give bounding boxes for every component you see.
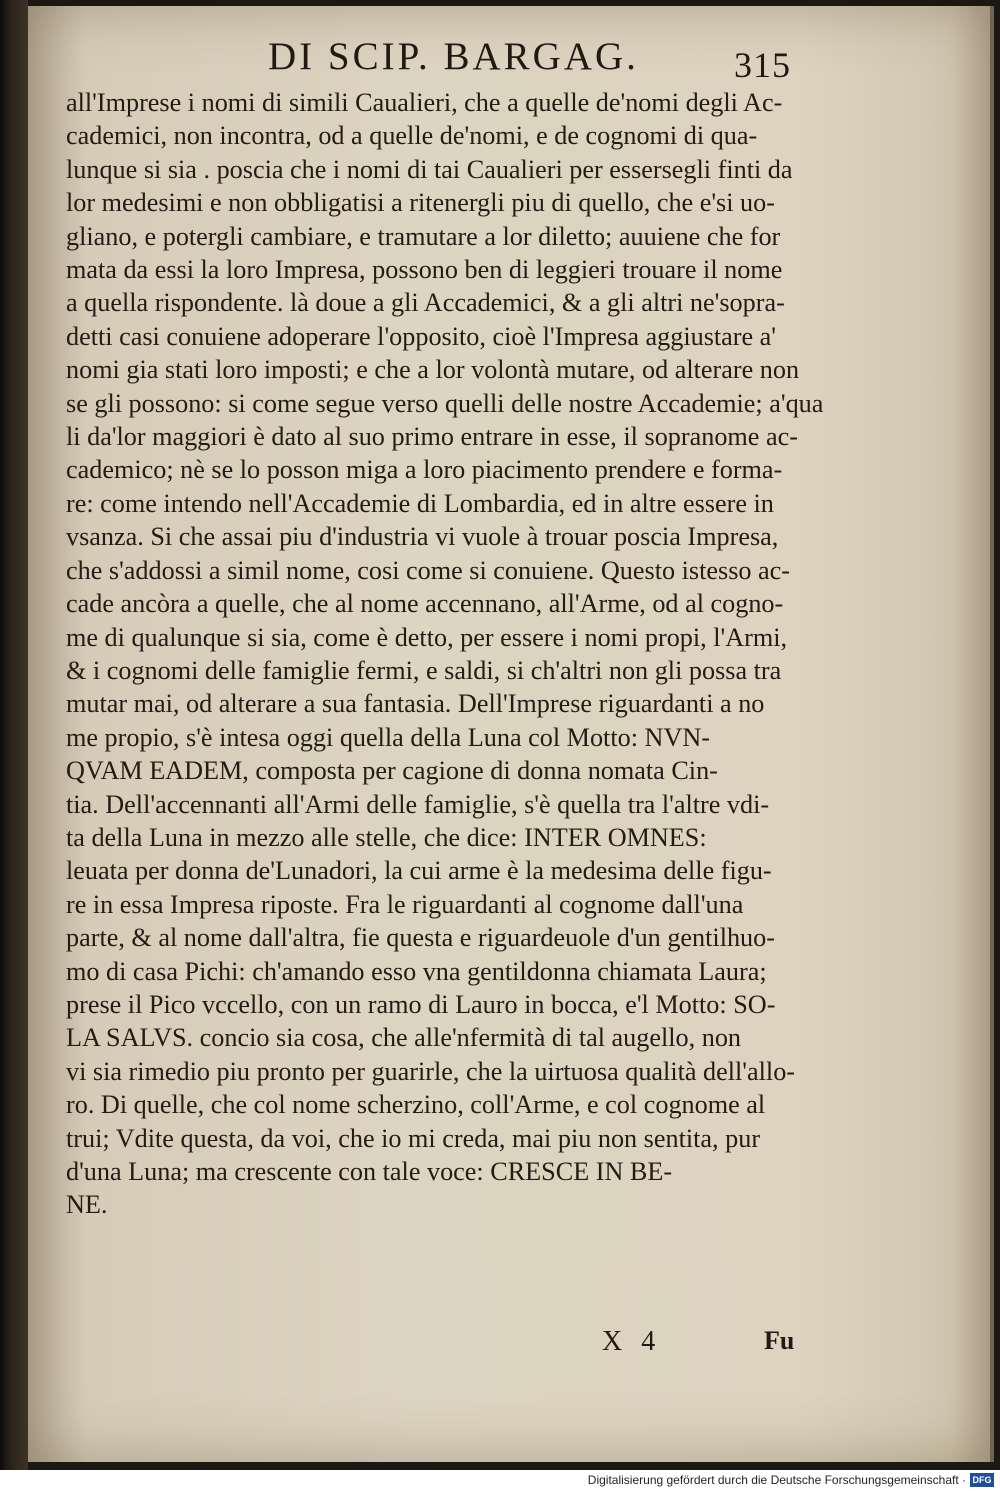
- text-line: parte, & al nome dall'altra, fie questa e riguardeuole d'un gentilhuo-: [66, 923, 775, 953]
- dfg-logo: DFG: [970, 1473, 994, 1487]
- text-line: cademico; nè se lo posson miga a loro piacimento prendere e forma-: [66, 455, 783, 485]
- text-line: re in essa Impresa riposte. Fra le riguardanti al cognome dall'una: [66, 889, 744, 919]
- text-line: ro. Di quelle, che col nome scherzino, coll'Arme, e col cognome al: [66, 1090, 766, 1120]
- text-line: ta della Luna in mezzo alle stelle, che dice: INTER OMNES:: [66, 822, 707, 852]
- text-line: NE.: [66, 1190, 108, 1220]
- credit-text: Digitalisierung gefördert durch die Deutsche Forschungsgemeinschaft ·: [587, 1473, 966, 1487]
- text-line: lor medesimi e non obbligatisi a ritenergli piu di quello, che e'si uo-: [66, 188, 775, 218]
- signature-mark: X 4: [602, 1326, 662, 1357]
- text-line: mutar mai, od alterare a sua fantasia. Dell'Imprese riguardanti a no: [66, 689, 765, 719]
- text-line: mata da essi la loro Impresa, possono ben di leggieri trouare il nome: [66, 255, 783, 285]
- text-line: re: come intendo nell'Accademie di Lombardia, ed in altre essere in: [66, 488, 774, 518]
- text-line: a quella rispondente. là doue a gli Accademici, & a gli altri ne'sopra-: [66, 288, 785, 318]
- text-line: all'Imprese i nomi di simili Caualieri, che a quelle de'nomi degli Ac-: [66, 88, 783, 117]
- binding-edge: [0, 0, 28, 1470]
- text-line: cade ancòra a quelle, che al nome accennano, all'Arme, od al cogno-: [66, 589, 784, 619]
- text-line: LA SALVS. concio sia cosa, che alle'nfermità di tal augello, non: [66, 1023, 742, 1053]
- page-number: 315: [734, 45, 791, 85]
- text-line: nomi gia stati loro imposti; e che a lor volontà mutare, od alterare non: [66, 355, 800, 385]
- body-text: [66, 86, 861, 1222]
- page-header: [28, 34, 990, 86]
- text-line: detti casi conuiene adoperare l'opposito, cioè l'Impresa aggiustare a': [66, 321, 777, 351]
- running-title: DI SCIP. BARGAG.: [268, 35, 639, 78]
- text-line: che s'addossi a simil nome, cosi come si conuiene. Questo istesso ac-: [66, 555, 790, 585]
- text-line: & i cognomi delle famiglie fermi, e saldi, si ch'altri non gli possa tra: [66, 655, 782, 685]
- text-line: d'una Luna; ma crescente con tale voce: CRESCE IN BE-: [66, 1157, 673, 1186]
- text-line: QVAM EADEM, composta per cagione di donna nomata Cin-: [66, 756, 718, 786]
- text-line: vsanza. Si che assai piu d'industria vi vuole à trouar poscia Impresa,: [66, 522, 779, 552]
- text-line: li da'lor maggiori è dato al suo primo entrare in esse, il sopranome ac-: [66, 422, 798, 452]
- text-line: mo di casa Pichi: ch'amando esso vna gentildonna chiamata Laura;: [66, 956, 767, 986]
- text-line: vi sia rimedio piu pronto per guarirle, che la uirtuosa qualità dell'allo-: [66, 1056, 796, 1086]
- text-line: cademici, non incontra, od a quelle de'nomi, e de cognomi di qua-: [66, 121, 758, 151]
- text-line: prese il Pico vccello, con un ramo di Lauro in bocca, e'l Motto: SO-: [66, 989, 776, 1019]
- text-line: leuata per donna de'Lunadori, la cui arme è la medesima delle figu-: [66, 856, 772, 886]
- text-line: tia. Dell'accennanti all'Armi delle famiglie, s'è quella tra l'altre vdi-: [66, 789, 770, 819]
- text-line: me propio, s'è intesa oggi quella della Luna col Motto: NVN-: [66, 722, 710, 752]
- book-page: [28, 6, 994, 1462]
- credit-bar: [0, 1470, 1000, 1491]
- text-line: lunque si sia . poscia che i nomi di tai Caualieri per essersegli finti da: [66, 154, 793, 184]
- text-line: gliano, e potergli cambiare, e tramutare a lor diletto; auuiene che for: [66, 221, 781, 251]
- text-line: trui; Vdite questa, da voi, che io mi creda, mai piu non sentita, pur: [66, 1123, 761, 1153]
- text-line: se gli possono: si come segue verso quelli delle nostre Accademie; a'qua: [66, 388, 824, 418]
- text-line: me di qualunque si sia, come è detto, per essere i nomi propi, l'Armi,: [66, 622, 788, 652]
- catchword: Fu: [764, 1326, 795, 1355]
